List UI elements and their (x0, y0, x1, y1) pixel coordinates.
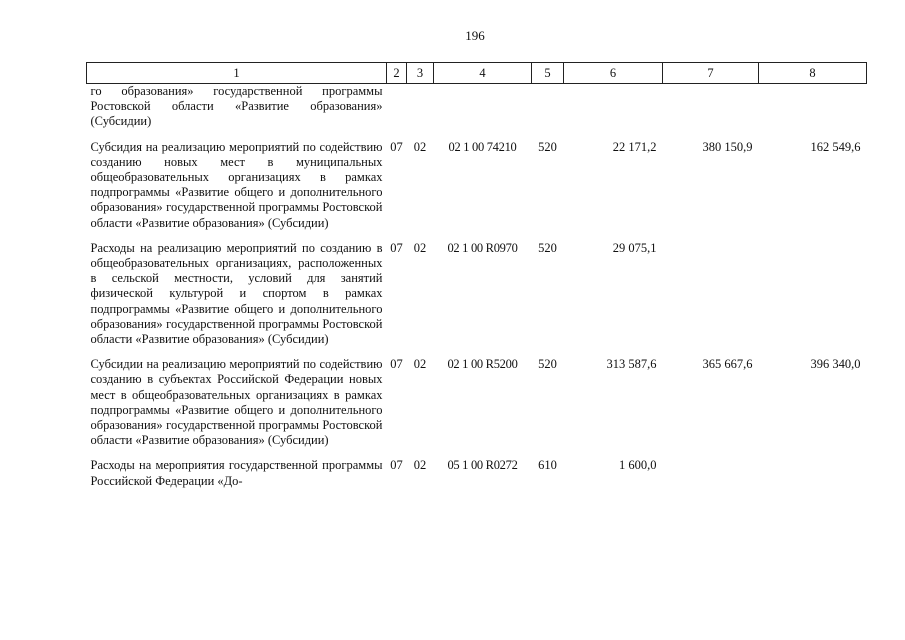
row-section: 07 (390, 357, 403, 372)
header-col-4: 4 (434, 63, 532, 84)
row-description: Субсидии на реализацию мероприятий по содействию созданию в субъектах Российской Федерации новых мест в общеобразовательных организациях в рамках подпрограммы «Развитие общего и дополнительного образования» государственной программы Ростовской области «Развитие образования» (Субсидии) (90, 357, 383, 448)
row-target-code: 02 1 00 R0970 (447, 240, 518, 255)
row-section: 07 (390, 240, 403, 255)
row-amount-1: 313 587,6 (606, 357, 657, 372)
table-row (87, 347, 867, 448)
table-row (87, 84, 867, 130)
header-col-3: 3 (407, 63, 434, 84)
row-expense-type (532, 84, 564, 130)
row-target-code (434, 84, 532, 130)
row-subsection: 02 (413, 357, 427, 372)
row-expense-type: 610 (538, 458, 557, 473)
row-target-code: 05 1 00 R0272 (447, 458, 518, 473)
row-amount-3 (759, 448, 867, 488)
row-target-code: 02 1 00 74210 (448, 139, 517, 154)
row-description: Субсидия на реализацию мероприятий по содействию созданию новых мест в муниципальных общеобразовательных организациях в рамках подпрограммы «Развитие общего и дополнительного образования» государственной программы Ростовской области «Развитие образования» (Субсидии) (90, 139, 383, 230)
header-col-2: 2 (387, 63, 407, 84)
row-amount-1: 29 075,1 (612, 240, 657, 255)
row-description: го образования» государственной программы Ростовской области «Развитие образования» (Субсидии) (90, 84, 383, 129)
row-amount-1: 22 171,2 (612, 139, 657, 154)
row-amount-2: 365 667,6 (702, 357, 753, 372)
row-expense-type: 520 (538, 357, 557, 372)
row-amount-3 (759, 231, 867, 347)
row-amount-3 (759, 84, 867, 130)
row-section (387, 84, 407, 130)
row-target-code: 02 1 00 R5200 (447, 357, 518, 372)
header-col-8: 8 (759, 63, 867, 84)
table-row (87, 448, 867, 488)
row-expense-type: 520 (538, 139, 557, 154)
row-section: 07 (390, 139, 403, 154)
header-col-7: 7 (663, 63, 759, 84)
row-amount-1 (564, 84, 663, 130)
table-row (87, 130, 867, 231)
budget-table (86, 62, 867, 489)
row-amount-2 (663, 448, 759, 488)
row-amount-1: 1 600,0 (619, 458, 657, 473)
row-description: Расходы на реализацию мероприятий по созданию в общеобразовательных организациях, расположенных в сельской местности, условий для занятий физической культурой и спортом в рамках подпрограммы «Развитие общего и дополнительного образования» государственной программы Ростовской области «Развитие образования» (Субсидии) (90, 240, 383, 347)
row-amount-3: 162 549,6 (810, 139, 861, 154)
row-amount-3: 396 340,0 (810, 357, 861, 372)
header-row (87, 63, 867, 84)
row-amount-2: 380 150,9 (702, 139, 753, 154)
page-number: 196 (465, 28, 485, 43)
row-subsection: 02 (413, 458, 427, 473)
header-col-5: 5 (532, 63, 564, 84)
row-expense-type: 520 (538, 240, 557, 255)
row-description: Расходы на мероприятия государственной программы Российской Федерации «До- (90, 458, 383, 488)
table-row (87, 231, 867, 347)
row-subsection: 02 (413, 240, 427, 255)
row-amount-2 (663, 84, 759, 130)
row-section: 07 (390, 458, 403, 473)
row-subsection (407, 84, 434, 130)
row-subsection: 02 (413, 139, 427, 154)
row-amount-2 (663, 231, 759, 347)
header-col-1: 1 (87, 63, 387, 84)
header-col-6: 6 (564, 63, 663, 84)
